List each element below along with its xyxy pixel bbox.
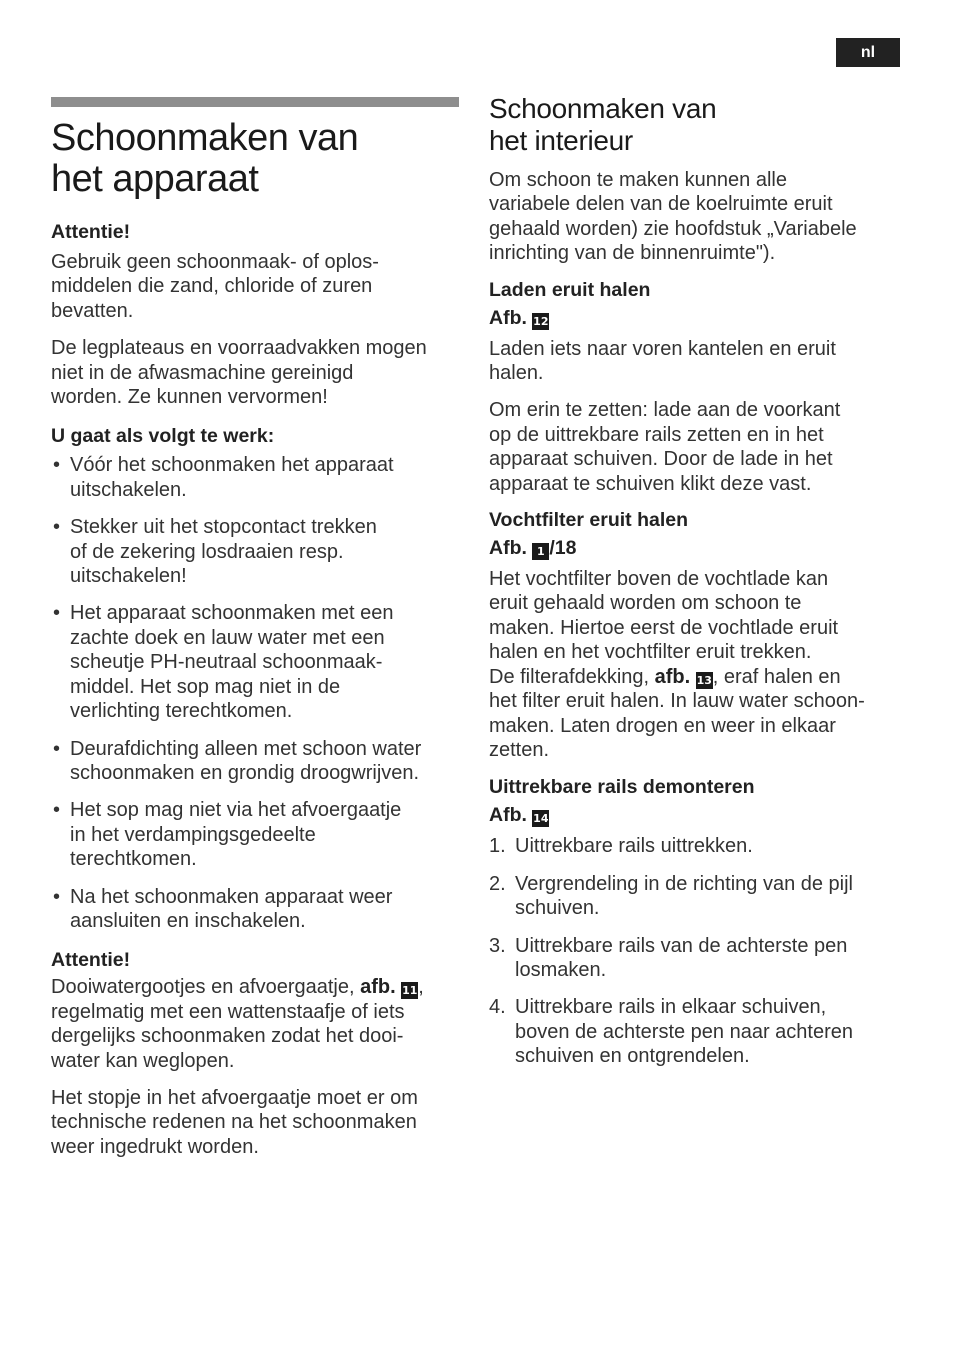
step-text: Uittrekbare rails van de achterste pen losmaken. <box>515 934 848 981</box>
afb-label: Afb. <box>489 537 527 560</box>
figure-suffix: /18 <box>549 537 577 560</box>
step-text: Uittrekbare rails uittrekken. <box>515 835 753 858</box>
attention-heading-2: Attentie! <box>51 949 131 972</box>
figure-number-box: 12 <box>533 314 549 328</box>
list-item: • Stekker uit het stopcontact trekken of de zekering losdraaien resp. uitschakelen! <box>51 515 466 588</box>
step-text: Vergrendeling in de richting van de pijl schuiven. <box>515 872 853 920</box>
section-title-line2: het interieur <box>489 125 633 156</box>
attention-text-1: Gebruik geen schoonmaak- of oplos- middelen die zand, chloride of zuren bevatten. <box>51 251 379 322</box>
list-item: • Deurafdichting alleen met schoon water schoonmaken en grondig droogwrijven. <box>51 737 466 786</box>
step-number: 4. <box>489 996 506 1019</box>
procedure-list <box>51 453 466 933</box>
filter-text <box>489 567 909 762</box>
attention-text-2-pre: Dooiwatergootjes en afvoergaatje, <box>51 976 361 999</box>
filter-text-1: Het vochtfilter boven de vochtlade kan eruit gehaald worden om schoon te maken. Hiertoe eerst de vochtlade eruit halen en het vochtfilter eruit trekken. De filterafdekking, <box>489 568 839 688</box>
page-title <box>51 118 466 200</box>
figure-number-box: 1 <box>532 543 549 560</box>
filter-figure-ref <box>489 536 909 560</box>
list-item: • Na het schoonmaken apparaat weer aansluiten en inschakelen. <box>51 885 466 934</box>
list-item: • Vóór het schoonmaken het apparaat uitschakelen. <box>51 453 466 502</box>
afb-label: Afb. <box>489 306 527 329</box>
drawers-figure-ref <box>489 306 909 330</box>
list-item: • Het apparaat schoonmaken met een zachte doek en lauw water met een scheutje PH-neutraal schoonmaak- middel. Het sop mag niet in de verlichting terechtkomen. <box>51 601 466 723</box>
filter-text-2: , eraf halen en het filter eruit halen. In lauw water schoon- maken. Laten drogen en weer in elkaar zetten. <box>489 665 865 761</box>
list-item <box>489 872 909 921</box>
section-divider-bar <box>51 97 459 107</box>
filter-heading: Vochtfilter eruit halen <box>489 509 688 532</box>
step-number: 3. <box>489 934 506 957</box>
drawers-heading: Laden eruit halen <box>489 278 651 301</box>
figure-number-box: 14 <box>533 812 549 826</box>
list-item <box>489 995 909 1068</box>
list-item <box>489 834 909 858</box>
drawers-text-1: Laden iets naar voren kantelen en eruit halen. <box>489 337 836 385</box>
attention-text-2 <box>51 975 466 1073</box>
rails-figure-ref <box>489 803 909 827</box>
drawers-text-2: Om erin te zetten: lade aan de voorkant op de uittrekbare rails zetten en in het apparaat schuiven. Door de lade in het apparaat te schuiven klikt deze vast. <box>489 399 841 495</box>
procedure-heading: U gaat als volgt te werk: <box>51 425 275 448</box>
afb-label: Afb. <box>489 804 527 827</box>
left-column <box>51 118 466 1159</box>
figure-number-box: 13 <box>696 673 712 687</box>
stopper-note: Het stopje in het afvoergaatje moet er om technische redenen na het schoonmaken weer ingedrukt worden. <box>51 1086 418 1158</box>
rails-steps <box>489 834 909 1068</box>
section-title <box>489 93 909 157</box>
figure-number-box: 11 <box>402 984 418 998</box>
afb-label: afb. <box>654 665 691 688</box>
list-item: • Het sop mag niet via het afvoergaatje in het verdampingsgedeelte terechtkomen. <box>51 798 466 871</box>
dishwasher-note: De legplateaus en voorraadvakken mogen niet in de afwasmachine gereinigd worden. Ze kunnen vervormen! <box>51 337 427 409</box>
list-item <box>489 934 909 983</box>
step-number: 2. <box>489 872 506 895</box>
language-tag: nl <box>836 38 900 67</box>
right-column <box>489 93 909 1069</box>
rails-heading: Uittrekbare rails demonteren <box>489 776 755 799</box>
page-title-line1: Schoonmaken van <box>51 117 359 159</box>
step-number: 1. <box>489 835 506 858</box>
attention-text-2-post: , regelmatig met een wattenstaafje of iets dergelijks schoonmaken zodat het dooi- water kan weglopen. <box>51 976 424 1072</box>
section-title-line1: Schoonmaken van <box>489 93 717 124</box>
step-text: Uittrekbare rails in elkaar schuiven, boven de achterste pen naar achteren schuiven en ontgrendelen. <box>515 996 854 1068</box>
page-title-line2: het apparaat <box>51 158 259 200</box>
afb-label: afb. <box>360 976 396 999</box>
attention-heading-1: Attentie! <box>51 221 131 243</box>
interior-intro: Om schoon te maken kunnen alle variabele delen van de koelruimte eruit gehaald worden) zie hoofdstuk „Variabele inrichting van de binnenruimte"). <box>489 169 857 265</box>
